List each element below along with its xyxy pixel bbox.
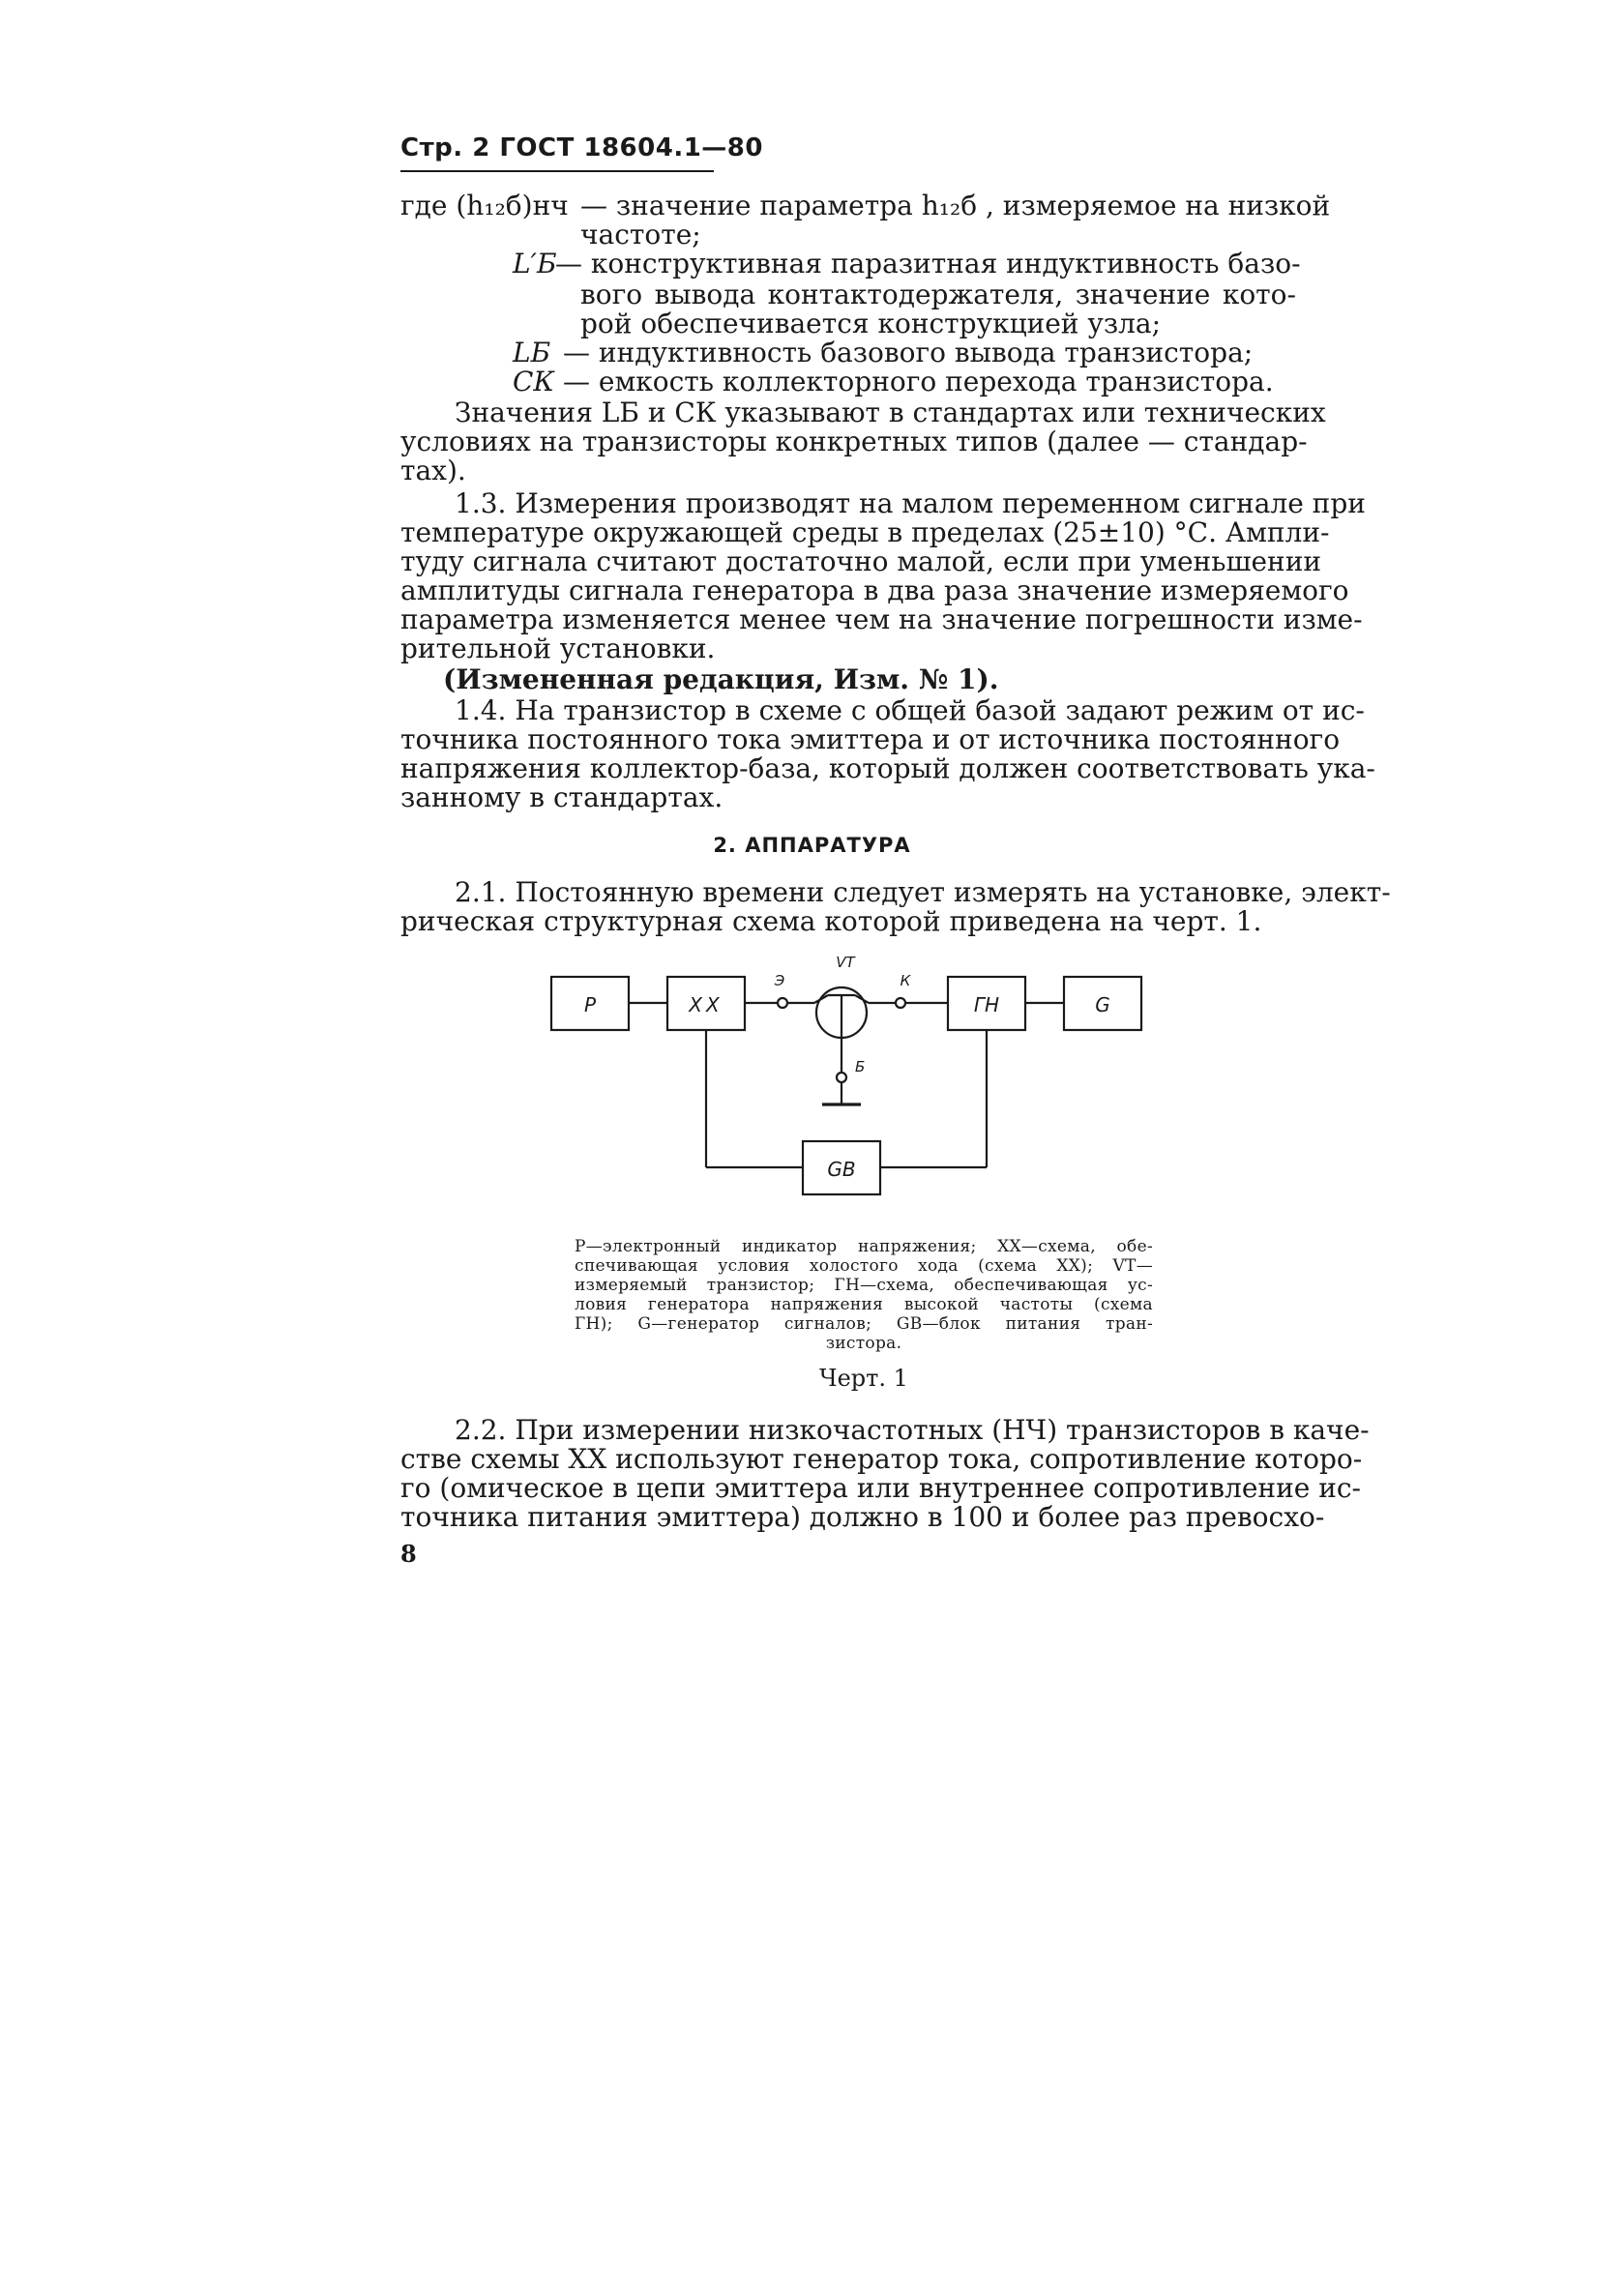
page-header: Стр. 2 ГОСТ 18604.1—80	[400, 133, 763, 162]
def-symbol: где (h₁₂б)нч	[400, 190, 569, 221]
def-symbol: CК	[513, 366, 555, 397]
paragraph-line: точника питания эмиттера) должно в 100 и более раз превосхо-	[400, 1501, 1325, 1533]
amendment-note: (Измененная редакция, Изм. № 1).	[443, 663, 999, 695]
def-symbol: LБ	[513, 337, 551, 368]
paragraph-line: 1.4. На транзистор в схеме с общей базой задают режим от ис-	[455, 694, 1365, 726]
def-text: частоте;	[580, 219, 701, 250]
def-text: — значение параметра h₁₂б , измеряемое на низкой	[580, 190, 1331, 221]
paragraph-line: параметра изменяется менее чем на значение погрешности изме-	[400, 603, 1363, 635]
block-g-label: G	[1095, 993, 1110, 1016]
paragraph-line: напряжения коллектор-база, который должен соответствовать ука-	[400, 752, 1375, 784]
paragraph-line: занному в стандартах.	[400, 781, 723, 813]
def-text: — конструктивная паразитная индуктивность базо-	[555, 248, 1301, 280]
structural-diagram	[542, 953, 1161, 1214]
def-text: рой обеспечивается конструкцией узла;	[580, 308, 1162, 339]
paragraph-line: точника постоянного тока эмиттера и от источника постоянного	[400, 723, 1341, 755]
block-p-label: P	[583, 993, 597, 1016]
header-rule	[400, 170, 714, 172]
section-heading: 2. АППАРАТУРА	[713, 834, 911, 857]
caption-line: ГН); G—генератор сигналов; GB—блок питания тран-	[575, 1314, 1153, 1334]
block-xx-label: XX	[689, 993, 723, 1016]
caption-line: спечивающая условия холостого хода (схема XX); VT—	[575, 1256, 1153, 1276]
page-number: 8	[400, 1540, 417, 1568]
figure-label: Черт. 1	[819, 1365, 908, 1392]
paragraph-line: рическая структурная схема которой приведена на черт. 1.	[400, 905, 1262, 937]
paragraph-line: амплитуды сигнала генератора в два раза значение измеряемого	[400, 574, 1349, 606]
paragraph-line: тах).	[400, 455, 466, 486]
def-text: вого вывода контактодержателя, значение кото-	[580, 279, 1296, 310]
caption-line: P—электронный индикатор напряжения; XX—схема, обе-	[575, 1237, 1153, 1256]
caption-line: измеряемый транзистор; ГН—схема, обеспечивающая ус-	[575, 1276, 1153, 1295]
terminal-b-label: Б	[855, 1058, 866, 1075]
def-symbol: L′Б	[513, 248, 557, 280]
caption-line: зистора.	[825, 1334, 902, 1353]
paragraph-line: рительной установки.	[400, 633, 716, 664]
caption-line: ловия генератора напряжения высокой частоты (схема	[575, 1295, 1153, 1314]
paragraph-line: туду сигнала считают достаточно малой, если при уменьшении	[400, 545, 1322, 577]
terminal-k-label: К	[900, 972, 911, 989]
paragraph-line: стве схемы XX используют генератор тока, сопротивление которо-	[400, 1443, 1363, 1475]
paragraph-line: Значения LБ и CК указывают в стандартах или технических	[455, 397, 1326, 428]
paragraph-line: температуре окружающей среды в пределах (25±10) °С. Ампли-	[400, 516, 1330, 548]
block-gn-label: ГН	[973, 993, 1000, 1016]
paragraph-line: 2.1. Постоянную времени следует измерять на установке, элект-	[455, 876, 1391, 908]
terminal-vt-label: VT	[836, 954, 855, 971]
terminal-e-label: Э	[774, 972, 785, 989]
def-text: — емкость коллекторного перехода транзистора.	[563, 366, 1274, 397]
paragraph-line: 1.3. Измерения производят на малом переменном сигнале при	[455, 487, 1366, 519]
paragraph-line: го (омическое в цепи эмиттера или внутреннее сопротивление ис-	[400, 1472, 1362, 1504]
def-text: — индуктивность базового вывода транзистора;	[563, 337, 1254, 368]
paragraph-line: 2.2. При измерении низкочастотных (НЧ) транзисторов в каче-	[455, 1414, 1370, 1446]
block-gb-label: GB	[827, 1158, 856, 1181]
paragraph-line: условиях на транзисторы конкретных типов (далее — стандар-	[400, 426, 1308, 457]
